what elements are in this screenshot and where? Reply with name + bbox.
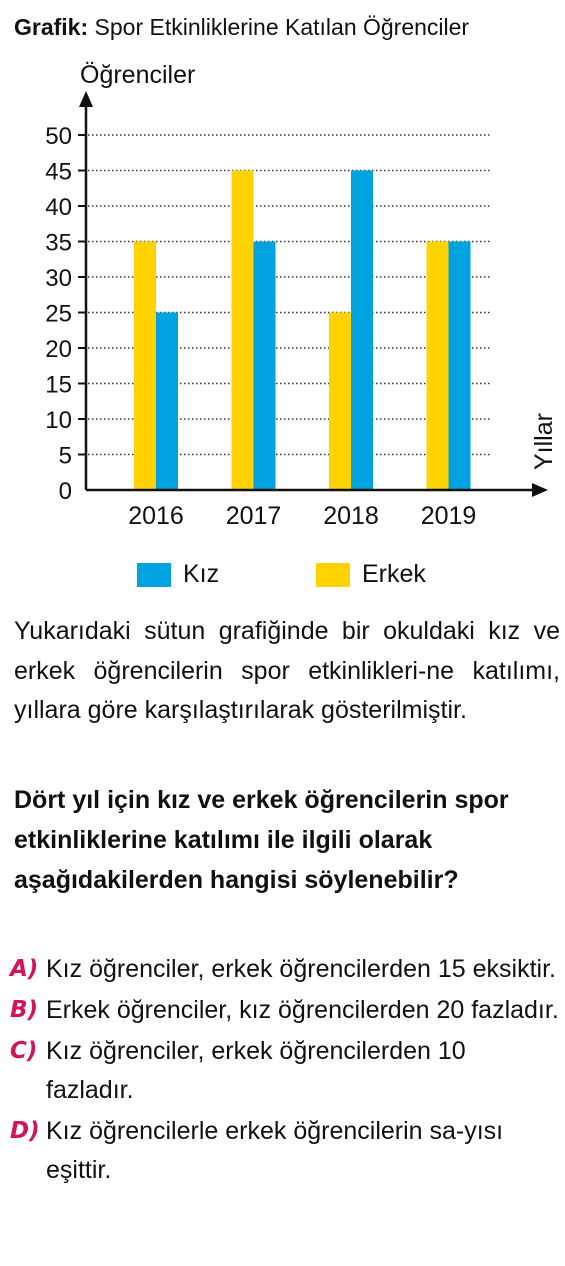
y-tick-label-0: 0 [58, 478, 72, 505]
legend-swatch-kiz [137, 563, 171, 587]
bar-kız-2016 [156, 313, 178, 491]
option-d-letter: D) [10, 1118, 40, 1144]
bar-kız-2018 [351, 171, 373, 491]
y-axis-label: Öğrenciler [80, 61, 196, 89]
option-c-text: Kız öğrenciler, erkek öğrencilerden 10 fazladır. [46, 1037, 466, 1104]
description-paragraph: Yukarıdaki sütun grafiğinde bir okuldaki kız ve erkek öğrencilerin spor etkinlikleri-ne katılımı, yıllara göre karşılaştırılarak gösterilmiştir. [14, 617, 560, 724]
bar-kız-2019 [449, 242, 471, 491]
chart-title-text: Spor Etkinliklerine Katılan Öğrenciler [94, 14, 470, 40]
y-tick-label-10: 10 [45, 407, 72, 434]
y-tick-label-30: 30 [45, 265, 72, 292]
bar-erkek-2018 [329, 313, 351, 491]
option-a-letter: A) [10, 956, 39, 982]
option-a[interactable] [10, 950, 560, 989]
x-tick-label-2017: 2017 [225, 502, 282, 530]
x-tick-label-2018: 2018 [323, 502, 379, 530]
legend-swatch-erkek [316, 563, 350, 587]
y-tick-label-50: 50 [45, 123, 72, 150]
bar-erkek-2017 [232, 171, 254, 491]
bar-chart [0, 55, 565, 535]
option-d[interactable] [10, 1112, 560, 1190]
y-tick-label-15: 15 [45, 371, 72, 399]
option-c-letter: C) [10, 1038, 38, 1064]
y-tick-label-45: 45 [45, 158, 72, 186]
option-c[interactable] [10, 1032, 560, 1110]
answer-options [10, 950, 560, 1192]
legend-label-kiz: Kız [183, 560, 220, 588]
x-tick-label-2016: 2016 [128, 502, 184, 530]
option-d-text: Kız öğrencilerle erkek öğrencilerin sa-yısı eşittir. [46, 1117, 504, 1184]
question-text: Dört yıl için kız ve erkek öğrencilerin spor etkinliklerine katılımı ile ilgili olarak aşağıdakilerden hangisi söylenebilir? [14, 786, 509, 894]
option-b-letter: B) [10, 997, 39, 1023]
legend-item-erkek [316, 560, 426, 589]
x-axis-label: Yıllar [530, 413, 558, 470]
y-tick-label-40: 40 [45, 194, 72, 221]
bar-kız-2017 [254, 242, 276, 491]
legend-label-erkek: Erkek [362, 560, 426, 588]
x-axis-arrow [532, 483, 548, 497]
y-tick-label-20: 20 [45, 336, 72, 363]
option-b-text: Erkek öğrenciler, kız öğrencilerden 20 fazladır. [46, 996, 559, 1024]
y-axis-arrow [79, 91, 93, 107]
option-b[interactable] [10, 991, 560, 1030]
bar-erkek-2016 [134, 242, 156, 491]
y-tick-label-5: 5 [58, 442, 72, 470]
x-tick-label-2019: 2019 [420, 502, 477, 530]
y-tick-label-25: 25 [45, 300, 72, 328]
chart-title-bold: Grafik: [14, 14, 89, 40]
bar-erkek-2019 [427, 242, 449, 491]
y-tick-label-35: 35 [45, 229, 72, 257]
chart-title [14, 14, 469, 41]
legend-item-kiz [137, 560, 219, 589]
option-a-text: Kız öğrenciler, erkek öğrencilerden 15 eksiktir. [46, 955, 556, 983]
chart-legend [0, 560, 565, 590]
